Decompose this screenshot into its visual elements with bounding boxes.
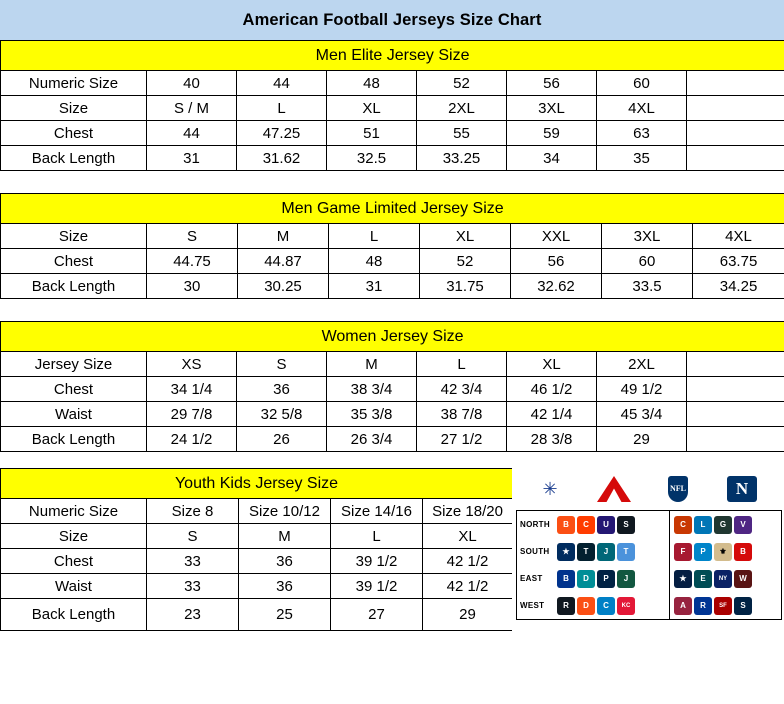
- panthers-logo: P: [694, 543, 712, 561]
- cell: 31.62: [237, 146, 327, 171]
- cell: M: [239, 524, 331, 549]
- cell: 39 1/2: [331, 574, 423, 599]
- table-banner-row: [1, 194, 784, 224]
- cell: 34: [507, 146, 597, 171]
- pro-bowl-logo: ✳: [538, 477, 562, 501]
- colts-logo: ★: [557, 543, 575, 561]
- afc-logo: [597, 476, 631, 502]
- nfc-logo: N: [727, 476, 757, 502]
- conference-divider: [669, 511, 670, 538]
- cell: 63: [597, 121, 687, 146]
- cell: L: [331, 524, 423, 549]
- table-row: [1, 224, 784, 249]
- table-row: [1, 549, 513, 574]
- cell: XL: [420, 224, 511, 249]
- cell: 39 1/2: [331, 549, 423, 574]
- cell: S: [237, 352, 327, 377]
- table-row: [1, 574, 513, 599]
- titans-logo: T: [617, 543, 635, 561]
- patriots-logo: P: [597, 570, 615, 588]
- cell-empty: [687, 146, 784, 171]
- cell: 30.25: [238, 274, 329, 299]
- steelers-logo: S: [617, 516, 635, 534]
- cell-empty: [687, 71, 784, 96]
- table-row: [1, 96, 784, 121]
- cell: M: [238, 224, 329, 249]
- cell: 49 1/2: [597, 377, 687, 402]
- cell: 4XL: [693, 224, 784, 249]
- division-label: WEST: [520, 601, 545, 610]
- table-row: [1, 499, 513, 524]
- cell: 48: [327, 71, 417, 96]
- cell: Size 14/16: [331, 499, 423, 524]
- men-elite-table: [0, 40, 784, 171]
- row-label: Back Length: [1, 427, 147, 452]
- table-banner-row: [1, 322, 784, 352]
- cell: 26: [237, 427, 327, 452]
- division-row-west: [517, 592, 781, 619]
- cell: 32 5/8: [237, 402, 327, 427]
- cell: 2XL: [597, 352, 687, 377]
- cell: 28 3/8: [507, 427, 597, 452]
- page-title-bar: [0, 0, 784, 40]
- lions-logo: L: [694, 516, 712, 534]
- cell: 52: [420, 249, 511, 274]
- cell: 23: [147, 599, 239, 631]
- cell-empty: [687, 427, 784, 452]
- nfl-shield-logo: NFL: [668, 476, 688, 502]
- afc-west-teams: [557, 597, 665, 615]
- cell: 27: [331, 599, 423, 631]
- cell: 56: [507, 71, 597, 96]
- spacer: [0, 171, 784, 193]
- cell: 29 7/8: [147, 402, 237, 427]
- conference-divider: [669, 538, 670, 565]
- table-row: [1, 599, 513, 631]
- cell-empty: [687, 402, 784, 427]
- cell: 34 1/4: [147, 377, 237, 402]
- cell-empty: [687, 121, 784, 146]
- jaguars-logo: J: [597, 543, 615, 561]
- cell: 29: [423, 599, 513, 631]
- row-label: Chest: [1, 121, 147, 146]
- cell: 24 1/2: [147, 427, 237, 452]
- afc-logo-cell: [582, 476, 646, 502]
- cell: XS: [147, 352, 237, 377]
- row-label: Back Length: [1, 274, 147, 299]
- afc-north-teams: [557, 516, 665, 534]
- bills-logo: B: [557, 570, 575, 588]
- table-row: [1, 524, 513, 549]
- cell: 36: [237, 377, 327, 402]
- cell: 33: [147, 549, 239, 574]
- cell: 32.62: [511, 274, 602, 299]
- cell: 44: [147, 121, 237, 146]
- cell: 38 3/4: [327, 377, 417, 402]
- cell: 46 1/2: [507, 377, 597, 402]
- cell: 27 1/2: [417, 427, 507, 452]
- cell: S: [147, 524, 239, 549]
- cell: XXL: [511, 224, 602, 249]
- section-banner: Men Game Limited Jersey Size: [1, 194, 784, 224]
- table-row: [1, 146, 784, 171]
- cell: 40: [147, 71, 237, 96]
- section-youth-kids: [0, 468, 784, 631]
- cell: Size 8: [147, 499, 239, 524]
- cell: 59: [507, 121, 597, 146]
- cell: 30: [147, 274, 238, 299]
- cell: 33.5: [602, 274, 693, 299]
- nfc-east-teams: [674, 570, 781, 588]
- women-table: [0, 321, 784, 452]
- cell: L: [329, 224, 420, 249]
- cell: 42 3/4: [417, 377, 507, 402]
- cell: 47.25: [237, 121, 327, 146]
- section-men-game-limited: [0, 193, 784, 299]
- giants-logo: NY: [714, 570, 732, 588]
- section-banner: Youth Kids Jersey Size: [1, 469, 513, 499]
- league-logos-row: [512, 468, 784, 510]
- row-label: Size: [1, 224, 147, 249]
- cell: 52: [417, 71, 507, 96]
- cell: XL: [507, 352, 597, 377]
- conference-divider: [669, 565, 670, 592]
- cell: 56: [511, 249, 602, 274]
- cell: 42 1/2: [423, 549, 513, 574]
- saints-logo: ⚜: [714, 543, 732, 561]
- cell: 32.5: [327, 146, 417, 171]
- conference-divider: [669, 592, 670, 619]
- cell: 36: [239, 574, 331, 599]
- ravens-logo: U: [597, 516, 615, 534]
- division-row-east: [517, 565, 781, 592]
- cell: 34.25: [693, 274, 784, 299]
- cell: 33.25: [417, 146, 507, 171]
- section-women: [0, 321, 784, 452]
- cell: 51: [327, 121, 417, 146]
- cell: 45 3/4: [597, 402, 687, 427]
- row-label: Waist: [1, 402, 147, 427]
- cell: 3XL: [507, 96, 597, 121]
- cell: 44.75: [147, 249, 238, 274]
- divisions-grid: [516, 510, 782, 620]
- eagles-logo: E: [694, 570, 712, 588]
- table-row: [1, 402, 784, 427]
- cell: 55: [417, 121, 507, 146]
- row-label: Numeric Size: [1, 71, 147, 96]
- division-label: SOUTH: [520, 547, 550, 556]
- division-label: NORTH: [520, 520, 550, 529]
- afc-east-teams: [557, 570, 665, 588]
- cell-empty: [687, 96, 784, 121]
- cell: 60: [597, 71, 687, 96]
- chargers-logo: C: [597, 597, 615, 615]
- cell: XL: [327, 96, 417, 121]
- bengals-logo: B: [557, 516, 575, 534]
- cell: 31: [329, 274, 420, 299]
- commanders-logo: W: [734, 570, 752, 588]
- cell: M: [327, 352, 417, 377]
- youth-table: [0, 468, 513, 631]
- cardinals-logo: A: [674, 597, 692, 615]
- table-row: [1, 121, 784, 146]
- cell: 31: [147, 146, 237, 171]
- cell: 36: [239, 549, 331, 574]
- table-row: [1, 71, 784, 96]
- nfc-west-teams: [674, 597, 781, 615]
- row-label: Size: [1, 96, 147, 121]
- dolphins-logo: D: [577, 570, 595, 588]
- cell: 38 7/8: [417, 402, 507, 427]
- spacer: [0, 452, 784, 468]
- rams-logo: R: [694, 597, 712, 615]
- row-label: Back Length: [1, 599, 147, 631]
- vikings-logo: V: [734, 516, 752, 534]
- packers-logo: G: [714, 516, 732, 534]
- table-banner-row: [1, 469, 513, 499]
- chiefs-logo: KC: [617, 597, 635, 615]
- afc-south-teams: [557, 543, 665, 561]
- cell: 44.87: [238, 249, 329, 274]
- section-banner: Men Elite Jersey Size: [1, 41, 784, 71]
- cell-empty: [687, 352, 784, 377]
- cell: L: [237, 96, 327, 121]
- nfc-north-teams: [674, 516, 781, 534]
- section-banner: Women Jersey Size: [1, 322, 784, 352]
- buccaneers-logo: B: [734, 543, 752, 561]
- table-row: [1, 352, 784, 377]
- cell: L: [417, 352, 507, 377]
- cell: S / M: [147, 96, 237, 121]
- table-row: [1, 377, 784, 402]
- jets-logo: J: [617, 570, 635, 588]
- cowboys-logo: ★: [674, 570, 692, 588]
- row-label: Chest: [1, 377, 147, 402]
- cell: 2XL: [417, 96, 507, 121]
- falcons-logo: F: [674, 543, 692, 561]
- texans-logo: T: [577, 543, 595, 561]
- row-label: Numeric Size: [1, 499, 147, 524]
- raiders-logo: R: [557, 597, 575, 615]
- bears-logo: C: [674, 516, 692, 534]
- browns-logo: C: [577, 516, 595, 534]
- seahawks-logo: S: [734, 597, 752, 615]
- cell: 3XL: [602, 224, 693, 249]
- table-row: [1, 249, 784, 274]
- cell-empty: [687, 377, 784, 402]
- nfc-logo-cell: [710, 476, 774, 502]
- cell: Size 10/12: [239, 499, 331, 524]
- cell: 31.75: [420, 274, 511, 299]
- cell: 26 3/4: [327, 427, 417, 452]
- row-label: Waist: [1, 574, 147, 599]
- nfl-logos-panel: [512, 468, 784, 658]
- cell: 42 1/4: [507, 402, 597, 427]
- table-row: [1, 274, 784, 299]
- men-game-limited-table: [0, 193, 784, 299]
- division-row-north: [517, 511, 781, 538]
- cell: XL: [423, 524, 513, 549]
- cell: 33: [147, 574, 239, 599]
- nfl-shield-logo-cell: [646, 476, 710, 502]
- row-label: Chest: [1, 249, 147, 274]
- cell: 44: [237, 71, 327, 96]
- row-label: Chest: [1, 549, 147, 574]
- table-banner-row: [1, 41, 784, 71]
- cell: S: [147, 224, 238, 249]
- spacer: [0, 299, 784, 321]
- division-row-south: [517, 538, 781, 565]
- row-label: Back Length: [1, 146, 147, 171]
- nfc-south-teams: [674, 543, 781, 561]
- cell: 63.75: [693, 249, 784, 274]
- cell: 4XL: [597, 96, 687, 121]
- 49ers-logo: SF: [714, 597, 732, 615]
- cell: Size 18/20: [423, 499, 513, 524]
- division-label: EAST: [520, 574, 543, 583]
- table-row: [1, 427, 784, 452]
- cell: 42 1/2: [423, 574, 513, 599]
- cell: 25: [239, 599, 331, 631]
- cell: 60: [602, 249, 693, 274]
- cell: 35 3/8: [327, 402, 417, 427]
- pro-bowl-logo-cell: [518, 477, 582, 501]
- row-label: Jersey Size: [1, 352, 147, 377]
- section-men-elite: [0, 40, 784, 171]
- row-label: Size: [1, 524, 147, 549]
- cell: 35: [597, 146, 687, 171]
- cell: 29: [597, 427, 687, 452]
- cell: 48: [329, 249, 420, 274]
- broncos-logo: D: [577, 597, 595, 615]
- page-title: American Football Jerseys Size Chart: [242, 10, 542, 29]
